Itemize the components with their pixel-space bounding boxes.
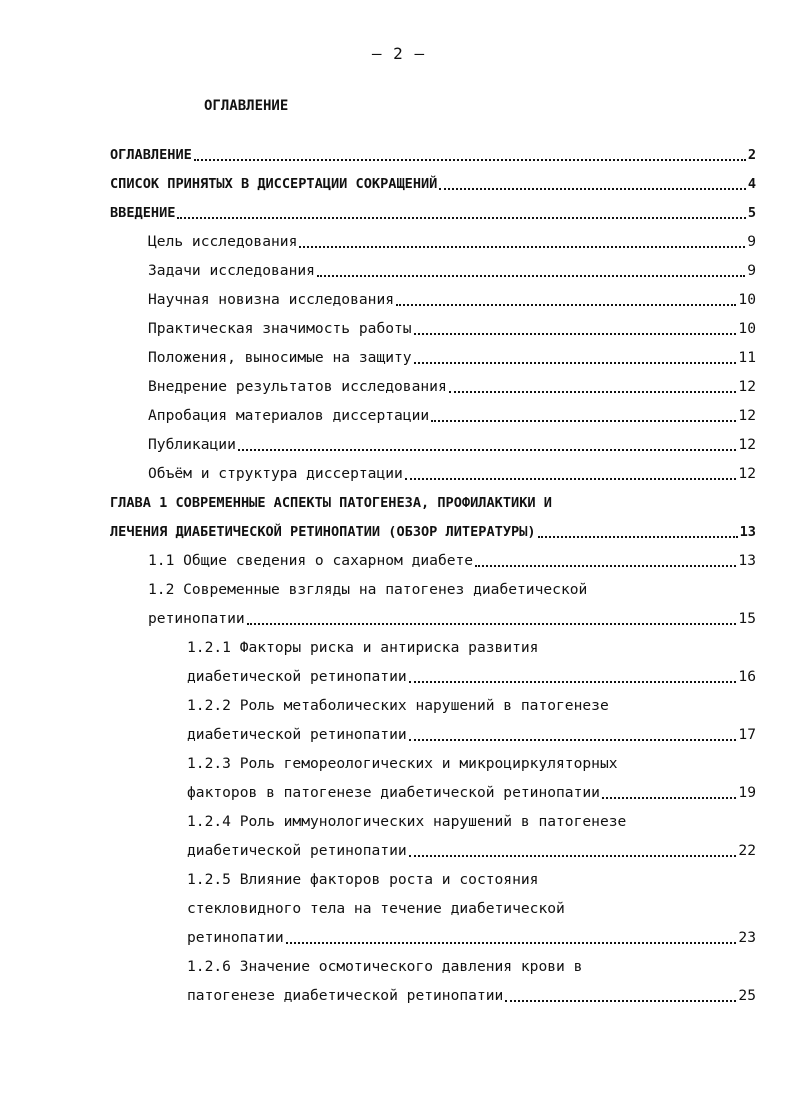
- toc-entry[interactable]: [110, 145, 756, 165]
- toc-entry-title: ретинопатии: [148, 610, 245, 627]
- dot-leader: [238, 449, 737, 451]
- dot-leader: [405, 478, 737, 480]
- toc-entry-title: ВВЕДЕНИЕ: [110, 205, 176, 221]
- toc-entry-title-line[interactable]: 1.2.6 Значение осмотического давления крови в: [187, 958, 583, 975]
- toc-entry-title: Положения, выносимые на защиту: [148, 349, 412, 366]
- toc-entry-page: 15: [738, 610, 756, 627]
- toc-entry-page: 5: [747, 205, 756, 221]
- dot-leader: [286, 942, 737, 944]
- toc-entry-page: 12: [738, 407, 756, 424]
- toc-entry[interactable]: [148, 435, 756, 455]
- toc-entry-page: 25: [738, 987, 756, 1004]
- toc-entry-title: Внедрение результатов исследования: [148, 378, 447, 395]
- toc-entry-title: Задачи исследования: [148, 262, 315, 279]
- toc-entry-title: факторов в патогенезе диабетической ретинопатии: [187, 784, 600, 801]
- toc-entry-title: диабетической ретинопатии: [187, 726, 407, 743]
- toc-entry-page: 23: [738, 929, 756, 946]
- toc-entry-title-line[interactable]: 1.2 Современные взгляды на патогенез диабетической: [148, 581, 588, 598]
- dot-leader: [409, 855, 737, 857]
- toc-entry-title: Цель исследования: [148, 233, 298, 250]
- toc-entry-page: 9: [747, 262, 756, 279]
- toc-entry-title: ОГЛАВЛЕНИЕ: [110, 147, 192, 163]
- toc-entry-page: 13: [738, 552, 756, 569]
- toc-entry-title: Публикации: [148, 436, 236, 453]
- toc-entry-page: 12: [738, 436, 756, 453]
- dot-leader: [602, 797, 736, 799]
- toc-entry-page: 22: [738, 842, 756, 859]
- toc-entry-page: 2: [747, 147, 756, 163]
- toc-entry[interactable]: [148, 319, 756, 339]
- toc-entry-title: Объём и структура диссертации: [148, 465, 403, 482]
- dot-leader: [247, 623, 737, 625]
- toc-entry-title: ЛЕЧЕНИЯ ДИАБЕТИЧЕСКОЙ РЕТИНОПАТИИ (ОБЗОР ЛИТЕРАТУРЫ): [110, 524, 536, 540]
- toc-entry[interactable]: [110, 174, 756, 194]
- toc-entry-page: 11: [738, 349, 756, 366]
- toc-entry[interactable]: [148, 261, 756, 281]
- toc-entry[interactable]: [148, 464, 756, 484]
- toc-entry-title-line[interactable]: 1.2.4 Роль иммунологических нарушений в патогенезе: [187, 813, 627, 830]
- dot-leader: [538, 536, 738, 538]
- toc-entry-title: патогенезе диабетической ретинопатии: [187, 987, 504, 1004]
- toc-entry[interactable]: [148, 348, 756, 368]
- dot-leader: [505, 1000, 736, 1002]
- toc-entry-title-line[interactable]: 1.2.5 Влияние факторов роста и состояния: [187, 871, 539, 888]
- toc-entry-page: 10: [738, 291, 756, 308]
- toc-entry[interactable]: [148, 290, 756, 310]
- toc-entry-title: диабетической ретинопатии: [187, 668, 407, 685]
- toc-entry[interactable]: [187, 841, 756, 861]
- toc-entry-title-line[interactable]: 1.2.2 Роль метаболических нарушений в патогенезе: [187, 697, 609, 714]
- toc-entry[interactable]: [148, 609, 756, 629]
- toc-entry-page: 17: [738, 726, 756, 743]
- toc-entry[interactable]: [148, 377, 756, 397]
- toc-entry[interactable]: [110, 203, 756, 223]
- toc-entry[interactable]: [148, 406, 756, 426]
- dot-leader: [194, 159, 746, 161]
- dot-leader: [177, 217, 745, 219]
- dot-leader: [317, 275, 745, 277]
- toc-entry[interactable]: [148, 551, 756, 571]
- toc-entry-title: ретинопатии: [187, 929, 284, 946]
- toc-entry[interactable]: [148, 232, 756, 252]
- toc-entry-title: СПИСОК ПРИНЯТЫХ В ДИССЕРТАЦИИ СОКРАЩЕНИЙ: [110, 176, 438, 192]
- toc-entry-title-line[interactable]: стекловидного тела на течение диабетической: [187, 900, 565, 917]
- toc-entry-title: 1.1 Общие сведения о сахарном диабете: [148, 552, 474, 569]
- dot-leader: [409, 681, 737, 683]
- dot-leader: [409, 739, 737, 741]
- toc-entry[interactable]: [187, 667, 756, 687]
- toc-entry-title-line[interactable]: 1.2.3 Роль гемореологических и микроциркуляторных: [187, 755, 618, 772]
- toc-entry[interactable]: [187, 928, 756, 948]
- dot-leader: [449, 391, 737, 393]
- toc-entry-page: 13: [739, 524, 756, 540]
- toc-entry-page: 19: [738, 784, 756, 801]
- dot-leader: [414, 362, 737, 364]
- toc-entry-page: 12: [738, 378, 756, 395]
- toc-heading: ОГЛАВЛЕНИЕ: [204, 98, 289, 114]
- toc-entry[interactable]: [187, 725, 756, 745]
- toc-entry-page: 4: [747, 176, 756, 192]
- page-number: – 2 –: [371, 44, 426, 63]
- dot-leader: [299, 246, 745, 248]
- dot-leader: [439, 188, 745, 190]
- toc-entry-page: 16: [738, 668, 756, 685]
- toc-entry-title: Практическая значимость работы: [148, 320, 412, 337]
- toc-entry-title: Научная новизна исследования: [148, 291, 395, 308]
- toc-entry-page: 10: [738, 320, 756, 337]
- toc-entry[interactable]: [110, 522, 756, 542]
- toc-entry-title-line[interactable]: 1.2.1 Факторы риска и антириска развития: [187, 639, 539, 656]
- toc-entry-page: 12: [738, 465, 756, 482]
- dot-leader: [396, 304, 736, 306]
- dot-leader: [475, 565, 736, 567]
- toc-entry[interactable]: [187, 783, 756, 803]
- toc-entry[interactable]: [187, 986, 756, 1006]
- toc-entry-title: Апробация материалов диссертации: [148, 407, 430, 424]
- toc-entry-title: диабетической ретинопатии: [187, 842, 407, 859]
- dot-leader: [431, 420, 736, 422]
- dot-leader: [414, 333, 737, 335]
- toc-entry-title-line[interactable]: ГЛАВА 1 СОВРЕМЕННЫЕ АСПЕКТЫ ПАТОГЕНЕЗА, ПРОФИЛАКТИКИ И: [110, 495, 552, 511]
- toc-entry-page: 9: [747, 233, 756, 250]
